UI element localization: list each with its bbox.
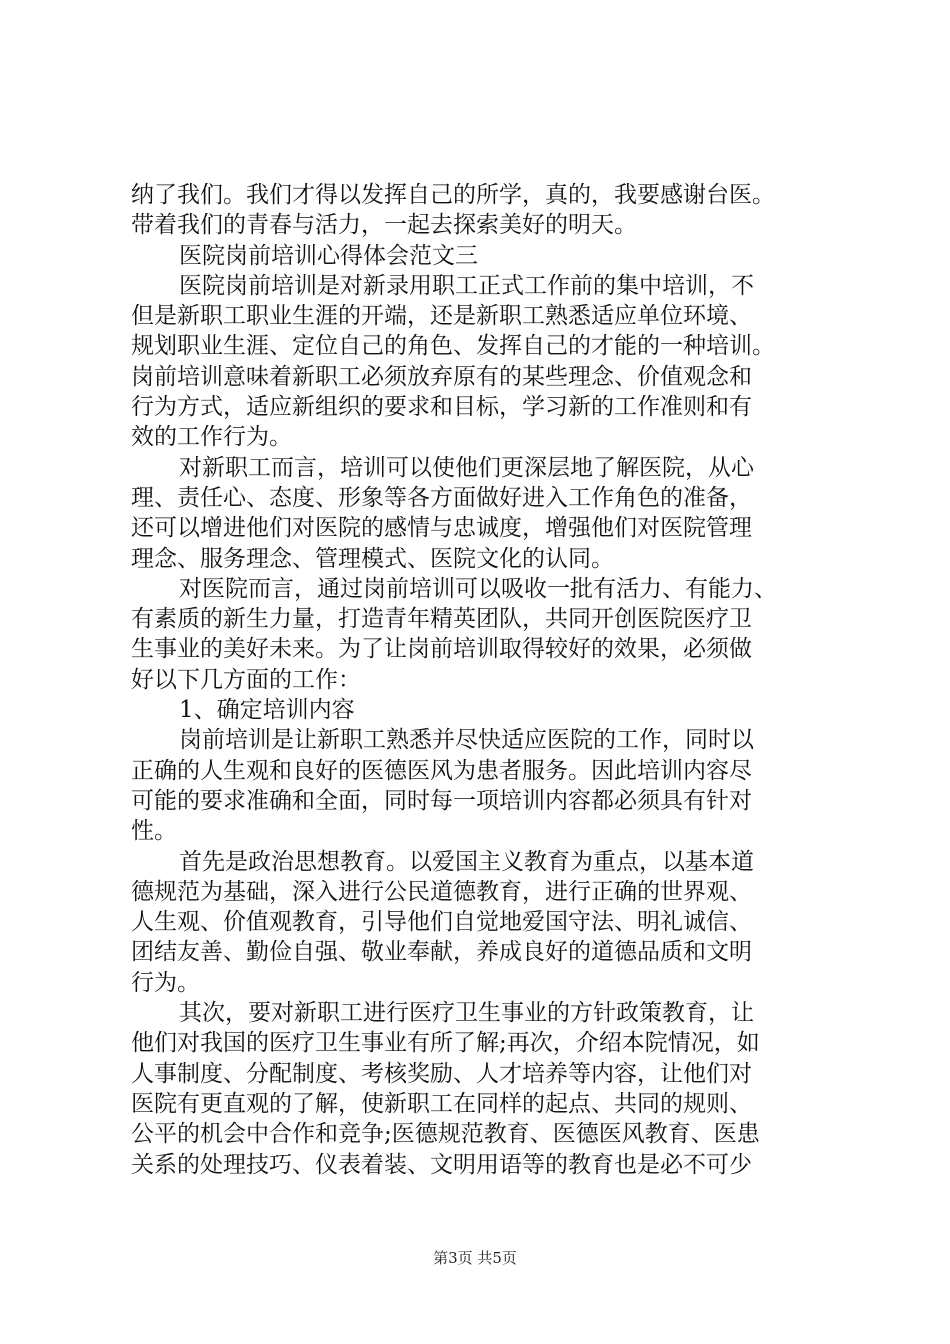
text-line: 人事制度、分配制度、考核奖励、人才培养等内容，让他们对 (131, 1060, 752, 1087)
text-line: 对新职工而言，培训可以使他们更深层地了解医院，从心 (179, 454, 754, 481)
text-line: 人生观、价值观教育，引导他们自觉地爱国守法、明礼诚信、 (131, 909, 752, 936)
text-line: 还可以增进他们对医院的感情与忠诚度，增强他们对医院管理 (131, 515, 752, 542)
text-line: 效的工作行为。 (131, 424, 292, 451)
text-line: 带着我们的青春与活力，一起去探索美好的明天。 (131, 212, 637, 239)
text-line: 理、责任心、态度、形象等各方面做好进入工作角色的准备， (131, 484, 752, 511)
text-line: 正确的人生观和良好的医德医风为患者服务。因此培训内容尽 (131, 757, 752, 784)
text-line: 关系的处理技巧、仪表着装、文明用语等的教育也是必不可少 (131, 1151, 752, 1178)
text-line: 但是新职工职业生涯的开端，还是新职工熟悉适应单位环境、 (131, 303, 752, 330)
text-line: 好以下几方面的工作： (131, 666, 361, 693)
text-line: 性。 (131, 818, 177, 845)
text-line: 公平的机会中合作和竞争;医德规范教育、医德医风教育、医患 (131, 1121, 760, 1148)
text-line: 其次，要对新职工进行医疗卫生事业的方针政策教育，让 (179, 1000, 754, 1027)
text-line: 对医院而言，通过岗前培训可以吸收一批有活力、有能力、 (179, 575, 777, 602)
page-footer: 第3页 共5页 (433, 1249, 517, 1267)
text-line: 医院岗前培训是对新录用职工正式工作前的集中培训，不 (179, 272, 754, 299)
text-line: 岗前培训意味着新职工必须放弃原有的某些理念、价值观念和 (131, 363, 752, 390)
text-line: 医院有更直观的了解，使新职工在同样的起点、共同的规则、 (131, 1090, 752, 1117)
text-line: 生事业的美好未来。为了让岗前培训取得较好的效果，必须做 (131, 636, 752, 663)
text-line: 规划职业生涯、定位自己的角色、发挥自己的才能的一种培训。 (131, 333, 775, 360)
text-line: 德规范为基础，深入进行公民道德教育，进行正确的世界观、 (131, 878, 752, 905)
text-line: 有素质的新生力量，打造青年精英团队，共同开创医院医疗卫 (131, 606, 752, 633)
text-line: 1、确定培训内容 (179, 697, 355, 724)
text-line: 团结友善、勤俭自强、敬业奉献，养成良好的道德品质和文明 (131, 939, 752, 966)
text-line: 可能的要求准确和全面，同时每一项培训内容都必须具有针对 (131, 787, 752, 814)
text-line: 行为方式，适应新组织的要求和目标，学习新的工作准则和有 (131, 394, 752, 421)
text-line: 他们对我国的医疗卫生事业有所了解;再次，介绍本院情况，如 (131, 1030, 760, 1057)
text-line: 纳了我们。我们才得以发挥自己的所学，真的，我要感谢台医。 (131, 182, 775, 208)
text-line: 岗前培训是让新职工熟悉并尽快适应医院的工作，同时以 (179, 727, 754, 754)
text-line: 理念、服务理念、管理模式、医院文化的认同。 (131, 545, 614, 572)
text-line: 行为。 (131, 969, 200, 996)
text-line: 首先是政治思想教育。以爱国主义教育为重点，以基本道 (179, 848, 754, 875)
text-line: 医院岗前培训心得体会范文三 (179, 242, 478, 269)
document-body (131, 180, 831, 1180)
